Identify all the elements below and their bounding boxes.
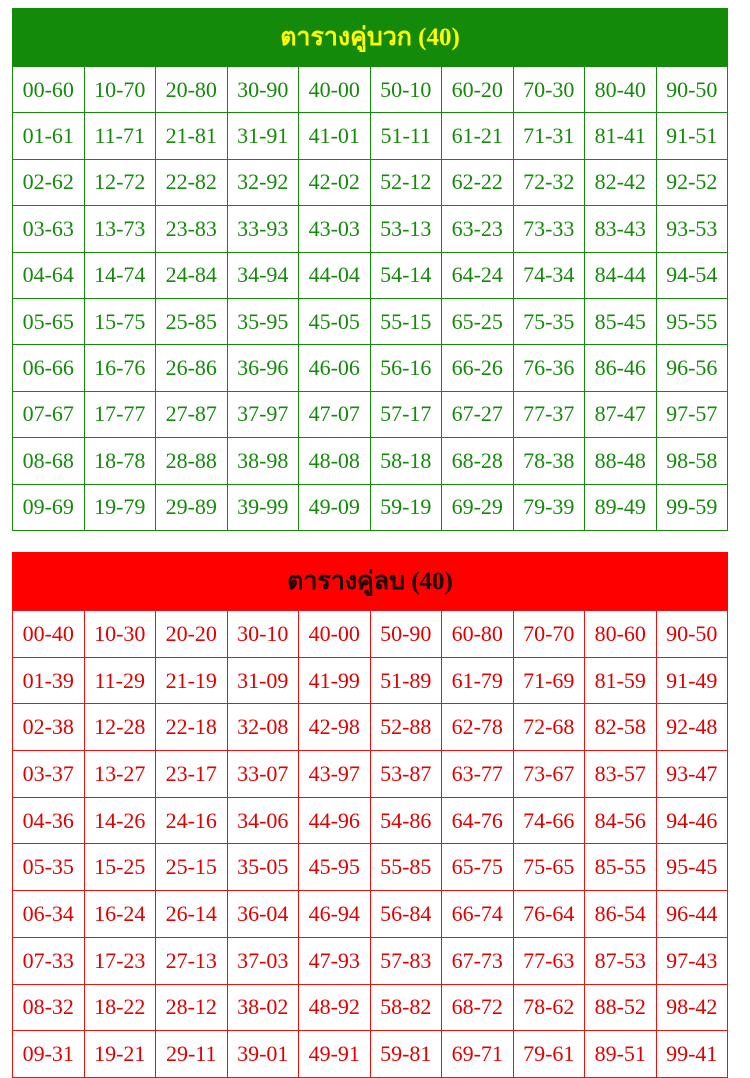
table-row	[13, 438, 728, 484]
table-cell: 18-78	[84, 438, 156, 484]
table-cell: 93-53	[656, 206, 728, 252]
table-cell: 29-11	[156, 1031, 228, 1078]
table-cell: 40-00	[299, 67, 371, 113]
table-cell: 64-76	[442, 797, 514, 844]
table-cell: 26-14	[156, 891, 228, 938]
table-cell: 76-64	[513, 891, 585, 938]
table-cell: 67-27	[442, 391, 514, 437]
table-row	[13, 657, 728, 704]
table-cell: 49-09	[299, 484, 371, 530]
table-cell: 54-14	[370, 252, 442, 298]
table-cell: 91-51	[656, 113, 728, 159]
table-cell: 09-31	[13, 1031, 85, 1078]
table-cell: 92-52	[656, 159, 728, 205]
table-cell: 63-23	[442, 206, 514, 252]
table-cell: 60-80	[442, 611, 514, 658]
table-cell: 14-74	[84, 252, 156, 298]
table-cell: 80-40	[585, 67, 657, 113]
table-cell: 94-46	[656, 797, 728, 844]
table-cell: 50-10	[370, 67, 442, 113]
table-cell: 01-39	[13, 657, 85, 704]
table-cell: 00-60	[13, 67, 85, 113]
table-cell: 03-37	[13, 751, 85, 798]
table-cell: 74-34	[513, 252, 585, 298]
table-cell: 97-43	[656, 937, 728, 984]
table-cell: 14-26	[84, 797, 156, 844]
table-cell: 37-03	[227, 937, 299, 984]
table-cell: 62-22	[442, 159, 514, 205]
table-cell: 89-49	[585, 484, 657, 530]
table-cell: 45-05	[299, 298, 371, 344]
table-cell: 86-54	[585, 891, 657, 938]
table-cell: 89-51	[585, 1031, 657, 1078]
table-cell: 15-75	[84, 298, 156, 344]
table-cell: 77-37	[513, 391, 585, 437]
table-cell: 38-98	[227, 438, 299, 484]
table-cell: 15-25	[84, 844, 156, 891]
plus-table-body	[13, 67, 728, 531]
table-cell: 73-33	[513, 206, 585, 252]
table-cell: 04-36	[13, 797, 85, 844]
table-cell: 16-24	[84, 891, 156, 938]
table-cell: 80-60	[585, 611, 657, 658]
table-cell: 41-01	[299, 113, 371, 159]
table-cell: 78-62	[513, 984, 585, 1031]
table-cell: 95-45	[656, 844, 728, 891]
table-cell: 99-59	[656, 484, 728, 530]
table-cell: 95-55	[656, 298, 728, 344]
table-cell: 27-87	[156, 391, 228, 437]
plus-pair-table	[12, 66, 728, 531]
table-cell: 67-73	[442, 937, 514, 984]
table-cell: 91-49	[656, 657, 728, 704]
table-cell: 98-58	[656, 438, 728, 484]
table-cell: 24-84	[156, 252, 228, 298]
table-cell: 96-56	[656, 345, 728, 391]
table-cell: 86-46	[585, 345, 657, 391]
table-row	[13, 252, 728, 298]
table-cell: 85-55	[585, 844, 657, 891]
table-row	[13, 704, 728, 751]
table-row	[13, 844, 728, 891]
table-cell: 37-97	[227, 391, 299, 437]
minus-table-body	[13, 611, 728, 1078]
table-cell: 61-79	[442, 657, 514, 704]
table-cell: 60-20	[442, 67, 514, 113]
table-cell: 94-54	[656, 252, 728, 298]
table-cell: 07-67	[13, 391, 85, 437]
table-row	[13, 611, 728, 658]
table-cell: 20-20	[156, 611, 228, 658]
table-cell: 33-93	[227, 206, 299, 252]
table-cell: 55-85	[370, 844, 442, 891]
table-cell: 52-88	[370, 704, 442, 751]
table-cell: 81-59	[585, 657, 657, 704]
table-cell: 48-92	[299, 984, 371, 1031]
table-cell: 20-80	[156, 67, 228, 113]
table-cell: 32-92	[227, 159, 299, 205]
table-cell: 56-84	[370, 891, 442, 938]
table-cell: 31-09	[227, 657, 299, 704]
table-cell: 25-85	[156, 298, 228, 344]
table-cell: 42-02	[299, 159, 371, 205]
table-cell: 39-99	[227, 484, 299, 530]
table-cell: 03-63	[13, 206, 85, 252]
table-cell: 28-12	[156, 984, 228, 1031]
table-cell: 02-62	[13, 159, 85, 205]
table-cell: 12-28	[84, 704, 156, 751]
table-cell: 84-56	[585, 797, 657, 844]
table-row	[13, 345, 728, 391]
table-cell: 50-90	[370, 611, 442, 658]
table-cell: 39-01	[227, 1031, 299, 1078]
table-row	[13, 159, 728, 205]
table-cell: 99-41	[656, 1031, 728, 1078]
table-cell: 66-26	[442, 345, 514, 391]
table-cell: 02-38	[13, 704, 85, 751]
table-cell: 22-18	[156, 704, 228, 751]
table-cell: 06-66	[13, 345, 85, 391]
table-cell: 26-86	[156, 345, 228, 391]
table-cell: 53-13	[370, 206, 442, 252]
table-cell: 29-89	[156, 484, 228, 530]
table-cell: 65-75	[442, 844, 514, 891]
table-cell: 90-50	[656, 67, 728, 113]
table-cell: 48-08	[299, 438, 371, 484]
table-cell: 11-29	[84, 657, 156, 704]
table-cell: 66-74	[442, 891, 514, 938]
table-cell: 87-47	[585, 391, 657, 437]
table-row	[13, 937, 728, 984]
table-row	[13, 1031, 728, 1078]
table-cell: 88-48	[585, 438, 657, 484]
table-cell: 35-95	[227, 298, 299, 344]
table-cell: 01-61	[13, 113, 85, 159]
table-cell: 59-81	[370, 1031, 442, 1078]
table-cell: 77-63	[513, 937, 585, 984]
table-cell: 51-89	[370, 657, 442, 704]
table-cell: 51-11	[370, 113, 442, 159]
table-cell: 38-02	[227, 984, 299, 1031]
table-cell: 73-67	[513, 751, 585, 798]
table-cell: 10-30	[84, 611, 156, 658]
minus-pair-panel	[12, 552, 728, 1078]
table-cell: 56-16	[370, 345, 442, 391]
table-cell: 61-21	[442, 113, 514, 159]
table-cell: 71-31	[513, 113, 585, 159]
table-cell: 43-97	[299, 751, 371, 798]
table-cell: 98-42	[656, 984, 728, 1031]
table-cell: 07-33	[13, 937, 85, 984]
table-cell: 45-95	[299, 844, 371, 891]
table-cell: 36-96	[227, 345, 299, 391]
table-cell: 49-91	[299, 1031, 371, 1078]
table-cell: 13-27	[84, 751, 156, 798]
plus-table-title: ตารางคู่บวก (40)	[12, 8, 728, 66]
table-cell: 08-68	[13, 438, 85, 484]
table-cell: 46-06	[299, 345, 371, 391]
table-cell: 58-82	[370, 984, 442, 1031]
table-cell: 92-48	[656, 704, 728, 751]
table-cell: 05-35	[13, 844, 85, 891]
table-cell: 47-93	[299, 937, 371, 984]
table-cell: 32-08	[227, 704, 299, 751]
table-cell: 58-18	[370, 438, 442, 484]
table-cell: 47-07	[299, 391, 371, 437]
table-row	[13, 113, 728, 159]
table-cell: 30-90	[227, 67, 299, 113]
table-cell: 82-58	[585, 704, 657, 751]
table-cell: 81-41	[585, 113, 657, 159]
table-cell: 44-04	[299, 252, 371, 298]
table-cell: 72-68	[513, 704, 585, 751]
table-cell: 64-24	[442, 252, 514, 298]
table-cell: 75-35	[513, 298, 585, 344]
table-cell: 79-39	[513, 484, 585, 530]
table-cell: 63-77	[442, 751, 514, 798]
table-cell: 10-70	[84, 67, 156, 113]
table-cell: 70-30	[513, 67, 585, 113]
table-cell: 40-00	[299, 611, 371, 658]
table-cell: 84-44	[585, 252, 657, 298]
table-row	[13, 797, 728, 844]
minus-table-title: ตารางคู่ลบ (40)	[12, 552, 728, 610]
table-row	[13, 391, 728, 437]
table-cell: 31-91	[227, 113, 299, 159]
table-cell: 17-23	[84, 937, 156, 984]
table-cell: 27-13	[156, 937, 228, 984]
table-cell: 93-47	[656, 751, 728, 798]
table-cell: 34-94	[227, 252, 299, 298]
table-cell: 19-79	[84, 484, 156, 530]
table-cell: 06-34	[13, 891, 85, 938]
table-cell: 75-65	[513, 844, 585, 891]
table-cell: 74-66	[513, 797, 585, 844]
table-row	[13, 751, 728, 798]
table-row	[13, 298, 728, 344]
table-cell: 90-50	[656, 611, 728, 658]
table-cell: 57-17	[370, 391, 442, 437]
table-cell: 70-70	[513, 611, 585, 658]
table-cell: 97-57	[656, 391, 728, 437]
table-cell: 28-88	[156, 438, 228, 484]
table-cell: 82-42	[585, 159, 657, 205]
table-cell: 59-19	[370, 484, 442, 530]
table-row	[13, 484, 728, 530]
table-cell: 68-28	[442, 438, 514, 484]
table-cell: 12-72	[84, 159, 156, 205]
table-cell: 18-22	[84, 984, 156, 1031]
table-cell: 44-96	[299, 797, 371, 844]
table-cell: 46-94	[299, 891, 371, 938]
table-cell: 53-87	[370, 751, 442, 798]
table-cell: 87-53	[585, 937, 657, 984]
table-cell: 13-73	[84, 206, 156, 252]
table-row	[13, 891, 728, 938]
table-cell: 72-32	[513, 159, 585, 205]
table-cell: 96-44	[656, 891, 728, 938]
table-cell: 21-19	[156, 657, 228, 704]
table-cell: 71-69	[513, 657, 585, 704]
table-cell: 08-32	[13, 984, 85, 1031]
table-cell: 76-36	[513, 345, 585, 391]
table-cell: 54-86	[370, 797, 442, 844]
table-cell: 88-52	[585, 984, 657, 1031]
table-cell: 34-06	[227, 797, 299, 844]
table-cell: 23-17	[156, 751, 228, 798]
table-cell: 62-78	[442, 704, 514, 751]
table-cell: 33-07	[227, 751, 299, 798]
table-cell: 52-12	[370, 159, 442, 205]
table-cell: 41-99	[299, 657, 371, 704]
table-cell: 78-38	[513, 438, 585, 484]
table-cell: 24-16	[156, 797, 228, 844]
table-cell: 16-76	[84, 345, 156, 391]
table-cell: 42-98	[299, 704, 371, 751]
table-cell: 83-43	[585, 206, 657, 252]
table-cell: 23-83	[156, 206, 228, 252]
table-cell: 21-81	[156, 113, 228, 159]
table-cell: 25-15	[156, 844, 228, 891]
table-cell: 43-03	[299, 206, 371, 252]
table-row	[13, 206, 728, 252]
table-row	[13, 67, 728, 113]
table-row	[13, 984, 728, 1031]
table-cell: 83-57	[585, 751, 657, 798]
table-cell: 05-65	[13, 298, 85, 344]
table-cell: 30-10	[227, 611, 299, 658]
table-cell: 65-25	[442, 298, 514, 344]
table-cell: 69-29	[442, 484, 514, 530]
table-cell: 79-61	[513, 1031, 585, 1078]
table-cell: 35-05	[227, 844, 299, 891]
table-cell: 85-45	[585, 298, 657, 344]
table-cell: 55-15	[370, 298, 442, 344]
table-cell: 04-64	[13, 252, 85, 298]
plus-pair-panel	[12, 8, 728, 531]
minus-pair-table	[12, 610, 728, 1078]
table-cell: 68-72	[442, 984, 514, 1031]
table-cell: 00-40	[13, 611, 85, 658]
table-cell: 09-69	[13, 484, 85, 530]
table-cell: 17-77	[84, 391, 156, 437]
table-cell: 57-83	[370, 937, 442, 984]
table-cell: 22-82	[156, 159, 228, 205]
table-cell: 19-21	[84, 1031, 156, 1078]
table-cell: 69-71	[442, 1031, 514, 1078]
table-cell: 36-04	[227, 891, 299, 938]
table-cell: 11-71	[84, 113, 156, 159]
